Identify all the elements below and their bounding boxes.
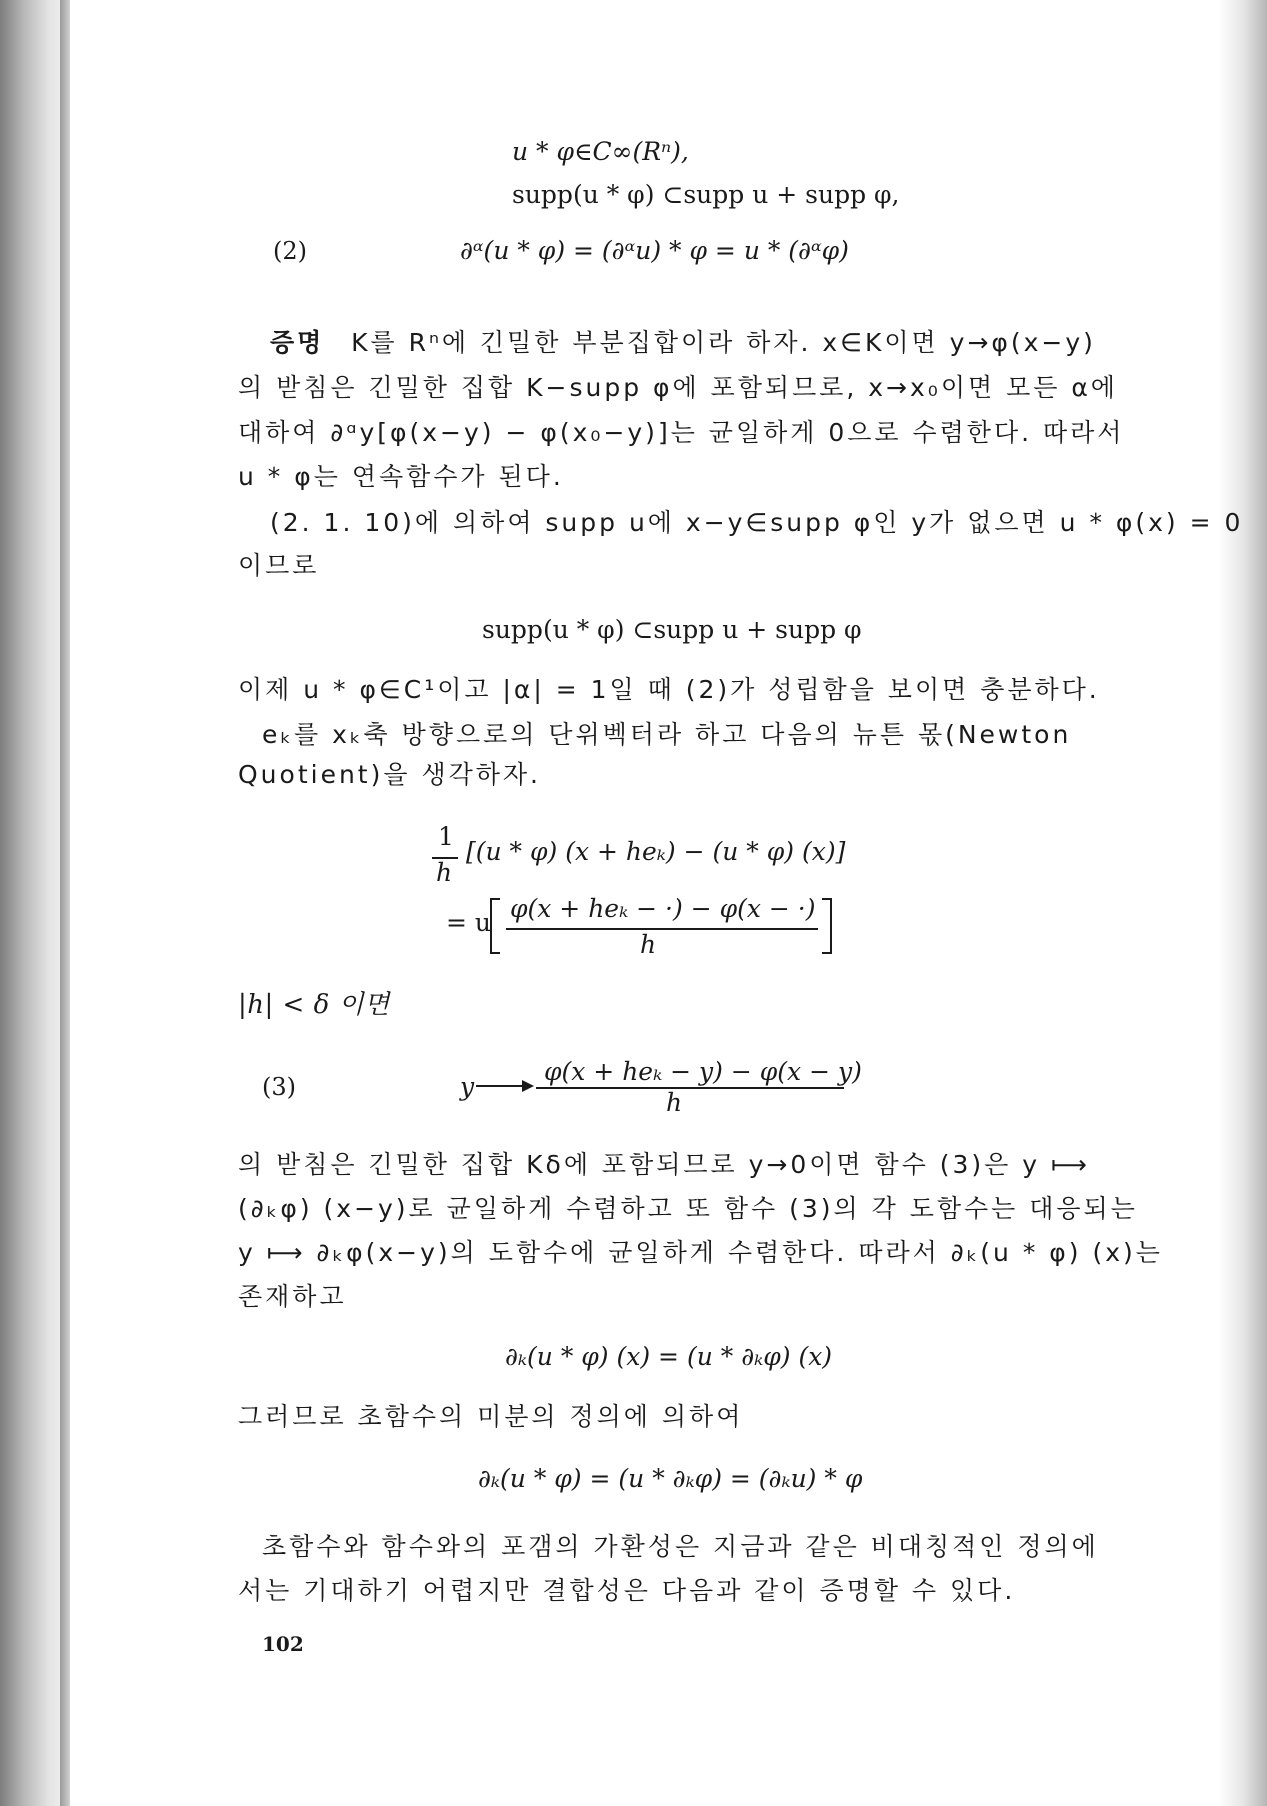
proof-line-6: 이므로 — [238, 551, 320, 580]
page-edge-shadow — [1219, 0, 1267, 1806]
newton-fraction-bar — [506, 928, 818, 930]
newton-quotient-eq-u: = u — [446, 908, 491, 937]
proof-text-1: K를 Rⁿ에 긴밀한 부분집합이라 하자. x∈K이면 y→φ(x−y) — [351, 328, 1096, 357]
fraction-numerator: 1 — [438, 822, 454, 851]
text-line-a6: 초함수와 함수와의 포갬의 가환성은 지금과 같은 비대칭적인 정의에 — [262, 1532, 1099, 1561]
proof-line-5: (2. 1. 10)에 의하여 supp u에 x−y∈supp φ인 y가 없으면 u * φ(x) = 0 — [270, 508, 1244, 537]
proof-line-4: u * φ는 연속함수가 된다. — [238, 462, 564, 491]
proof-label: 증명 — [270, 328, 325, 357]
newton-numerator: φ(x + heₖ − ·) − φ(x − ·) — [510, 894, 816, 923]
equation-support: supp(u * φ) ⊂supp u + supp φ, — [512, 180, 900, 209]
equation-supp: supp(u * φ) ⊂supp u + supp φ — [482, 615, 862, 644]
equation-label-2: (2) — [273, 237, 307, 265]
newton-denominator: h — [640, 930, 657, 959]
equation-2: ∂ᵅ(u * φ) = (∂ᵅu) * φ = u * (∂ᵅφ) — [460, 236, 849, 265]
newton-quotient-lhs: [(u * φ) (x + heₖ) − (u * φ) (x)] — [466, 837, 846, 866]
condition-line: |h| < δ 이면 — [238, 990, 390, 1020]
equation-derivative-2: ∂ₖ(u * φ) = (u * ∂ₖφ) = (∂ₖu) * φ — [478, 1464, 863, 1493]
left-bracket — [490, 898, 500, 954]
text-line-a5: 그러므로 초함수의 미분의 정의에 의하여 — [238, 1402, 744, 1431]
proof-line-1 — [270, 326, 1096, 360]
proof-line-9: Quotient)을 생각하자. — [238, 760, 541, 789]
proof-line-7: 이제 u * φ∈C¹이고 |α| = 1일 때 (2)가 성립함을 보이면 충분하다. — [238, 675, 1100, 704]
fraction-denominator: h — [436, 858, 453, 887]
text-line-a3: y ⟼ ∂ₖφ(x−y)의 도함수에 균일하게 수렴한다. 따라서 ∂ₖ(u * φ) (x)는 — [238, 1238, 1163, 1267]
text-line-a7: 서는 기대하기 어렵지만 결합성은 다음과 같이 증명할 수 있다. — [238, 1576, 1016, 1605]
equation-3-numerator: φ(x + heₖ − y) − φ(x − y) — [544, 1057, 862, 1086]
equation-conv-smooth: u * φ∈C∞(Rⁿ), — [512, 137, 689, 166]
proof-line-8: eₖ를 xₖ축 방향으로의 단위벡터라 하고 다음의 뉴튼 몫(Newton — [262, 720, 1072, 749]
equation-3-denominator: h — [666, 1088, 683, 1117]
maps-to-arrow-line — [476, 1085, 526, 1087]
fraction-1-over-h — [432, 820, 462, 900]
text-line-a1: 의 받침은 긴밀한 집합 Kδ에 포함되므로 y→0이면 함수 (3)은 y ⟼ — [238, 1150, 1090, 1179]
proof-line-2: 의 받침은 긴밀한 집합 K−supp φ에 포함되므로, x→x₀이면 모든 α에 — [238, 373, 1118, 402]
equation-label-3: (3) — [262, 1073, 296, 1101]
equation-3-fraction-bar — [536, 1087, 844, 1089]
text-line-a2: (∂ₖφ) (x−y)로 균일하게 수렴하고 또 함수 (3)의 각 도함수는 대응되는 — [238, 1194, 1138, 1223]
page-number: 102 — [262, 1632, 304, 1656]
equation-derivative-1: ∂ₖ(u * φ) (x) = (u * ∂ₖφ) (x) — [505, 1342, 833, 1371]
text-line-a4: 존재하고 — [238, 1282, 347, 1311]
maps-to-arrow-head — [522, 1080, 534, 1092]
proof-line-3: 대하여 ∂ᵅy[φ(x−y) − φ(x₀−y)]는 균일하게 0으로 수렴한다. 따라서 — [238, 418, 1125, 447]
map-variable-y: y — [460, 1072, 475, 1101]
right-bracket — [822, 898, 832, 954]
